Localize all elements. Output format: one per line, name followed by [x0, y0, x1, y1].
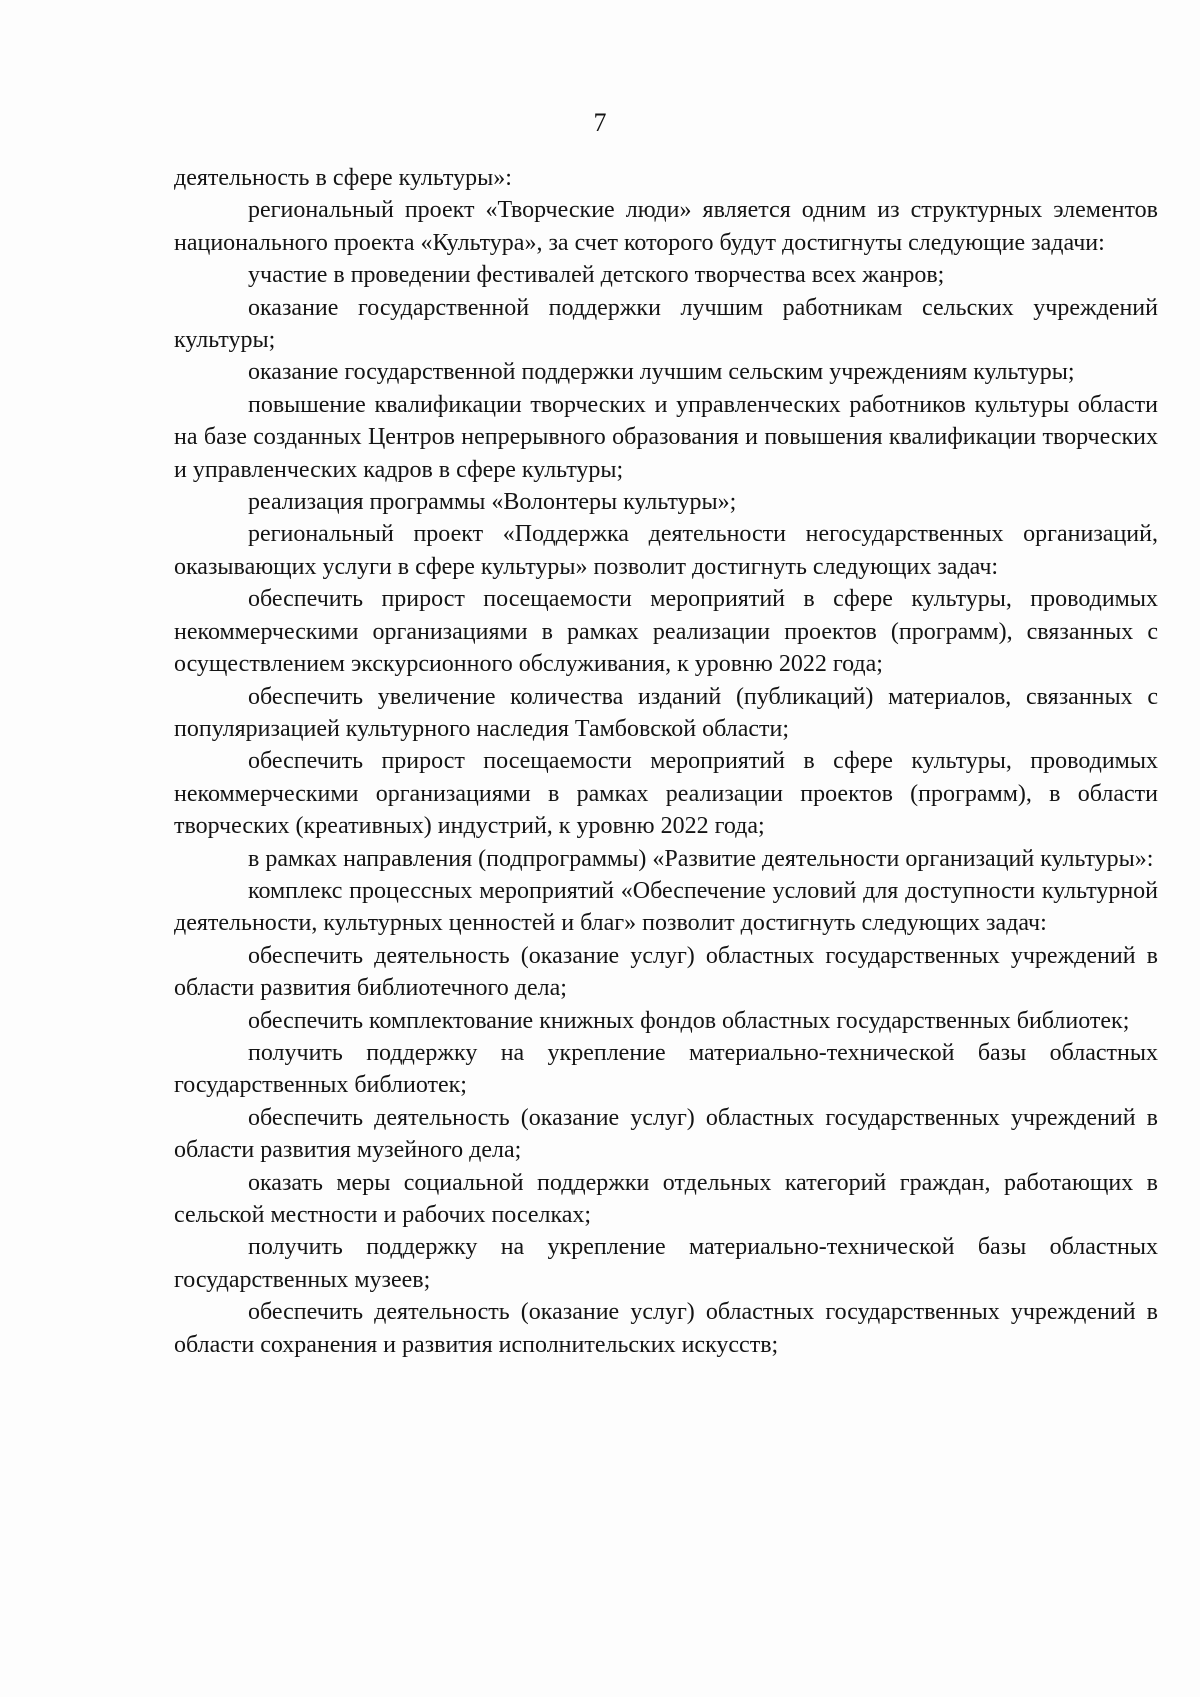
- paragraph: участие в проведении фестивалей детского творчества всех жанров;: [248, 262, 945, 289]
- paragraph: обеспечить увеличение количества изданий (публикаций) материалов, связанных с популяризацией культурного наследия Тамбовской области;: [174, 683, 1158, 742]
- paragraph: повышение квалификации творческих и управленческих работников культуры области на базе созданных Центров непрерывного образования и повышения квалификации творческих и управленческих кадров в сфере культуры;: [174, 391, 1158, 483]
- paragraph: обеспечить деятельность (оказание услуг) областных государственных учреждений в области развития библиотечного дела;: [174, 942, 1158, 1002]
- paragraph: оказание государственной поддержки лучшим сельским учреждениям культуры;: [248, 359, 1075, 386]
- paragraph: обеспечить комплектование книжных фондов областных государственных библиотек;: [248, 1007, 1130, 1034]
- paragraph: оказать меры социальной поддержки отдельных категорий граждан, работающих в сельской местности и рабочих поселках;: [174, 1169, 1158, 1228]
- paragraph: получить поддержку на укрепление материально-технической базы областных государственных библиотек;: [174, 1039, 1158, 1099]
- paragraph: получить поддержку на укрепление материально-технической базы областных государственных музеев;: [174, 1234, 1158, 1293]
- body-text: [174, 162, 1158, 1361]
- paragraph: комплекс процессных мероприятий «Обеспечение условий для доступности культурной деятельности, культурных ценностей и благ» позволит достигнуть следующих задач:: [174, 877, 1158, 937]
- paragraph: обеспечить деятельность (оказание услуг) областных государственных учреждений в области сохранения и развития исполнительских искусств;: [174, 1299, 1158, 1358]
- paragraph: оказание государственной поддержки лучшим работникам сельских учреждений культуры;: [174, 294, 1158, 354]
- paragraph: в рамках направления (подпрограммы) «Развитие деятельности организаций культуры»:: [248, 845, 1154, 872]
- paragraph: обеспечить прирост посещаемости мероприятий в сфере культуры, проводимых некоммерческими организациями в рамках реализации проектов (программ), в области творческих (креативных) индустрий, к уровню 2022 года;: [174, 748, 1158, 840]
- paragraph: региональный проект «Творческие люди» является одним из структурных элементов национального проекта «Культура», за счет которого будут достигнуты следующие задачи:: [174, 197, 1158, 256]
- page-number: 7: [593, 108, 607, 137]
- paragraph: региональный проект «Поддержка деятельности негосударственных организаций, оказывающих услуги в сфере культуры» позволит достигнуть следующих задач:: [174, 521, 1158, 580]
- paragraph: обеспечить деятельность (оказание услуг) областных государственных учреждений в области развития музейного дела;: [174, 1104, 1158, 1164]
- paragraph: деятельность в сфере культуры»:: [174, 165, 512, 191]
- paragraph: реализация программы «Волонтеры культуры»;: [248, 489, 737, 516]
- paragraph: обеспечить прирост посещаемости мероприятий в сфере культуры, проводимых некоммерческими организациями в рамках реализации проектов (программ), связанных с осуществлением экскурсионного обслуживания, к уровню 2022 года;: [174, 586, 1158, 678]
